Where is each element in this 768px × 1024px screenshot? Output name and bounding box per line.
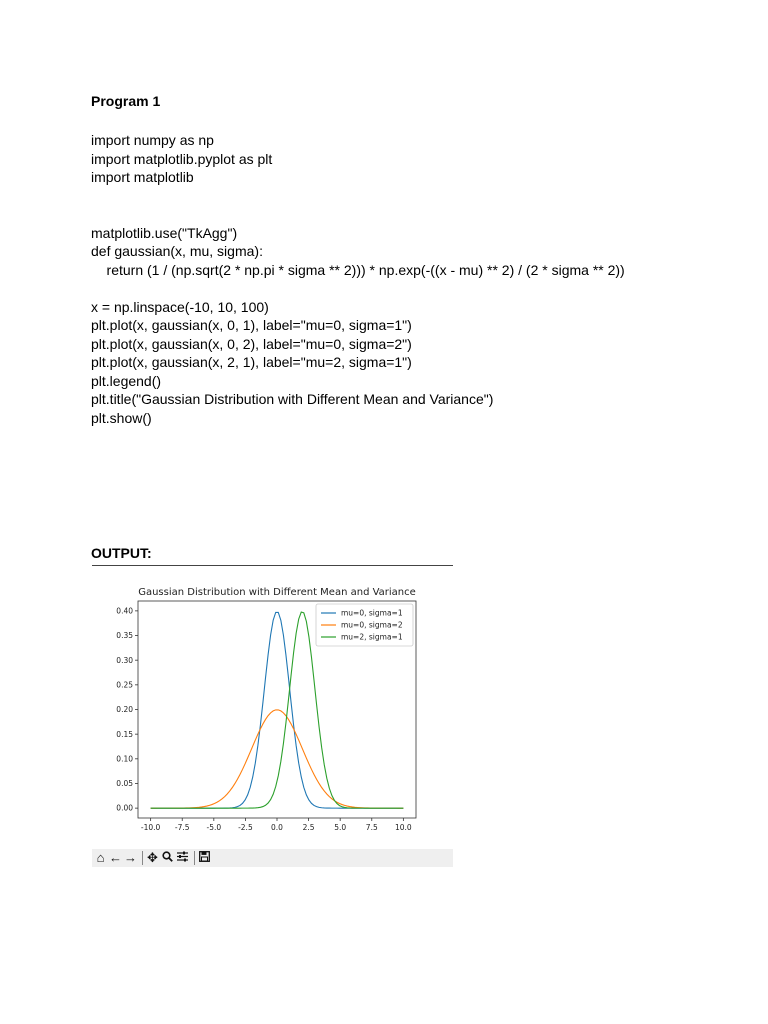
forward-arrow-icon[interactable]: → xyxy=(124,850,137,865)
x-tick-label: 7.5 xyxy=(365,823,378,832)
code-line: import numpy as np xyxy=(91,132,214,148)
code-line: import matplotlib.pyplot as plt xyxy=(91,150,273,167)
code-line: plt.show() xyxy=(91,409,152,426)
y-tick-label: 0.35 xyxy=(116,631,133,641)
x-tick-label: -5.0 xyxy=(206,823,222,832)
y-tick-label: 0.10 xyxy=(116,754,133,764)
y-tick-label: 0.30 xyxy=(116,655,133,665)
zoom-icon[interactable] xyxy=(161,849,174,867)
code-line: plt.plot(x, gaussian(x, 2, 1), label="mu=2, sigma=1") xyxy=(91,354,412,370)
code-line: def gaussian(x, mu, sigma): xyxy=(91,243,263,259)
x-tick-label: 5.0 xyxy=(334,823,347,832)
legend-label: mu=0, sigma=2 xyxy=(341,620,403,630)
y-tick-label: 0.05 xyxy=(116,779,133,789)
legend-label: mu=0, sigma=1 xyxy=(341,608,403,618)
code-line: x = np.linspace(-10, 10, 100) xyxy=(91,298,269,315)
code-line: plt.legend() xyxy=(91,372,162,389)
y-tick-label: 0.25 xyxy=(116,680,133,690)
x-tick-label: -7.5 xyxy=(174,823,190,832)
code-line: plt.plot(x, gaussian(x, 0, 1), label="mu=0, sigma=1") xyxy=(91,317,412,333)
x-tick-label: -2.5 xyxy=(238,823,253,832)
home-icon[interactable]: ⌂ xyxy=(96,850,105,865)
code-line: return (1 / (np.sqrt(2 * np.pi * sigma ** 2))) * np.exp(-((x - mu) ** 2) / (2 * sigma ** 2)) xyxy=(91,261,625,278)
y-tick-label: 0.15 xyxy=(116,729,133,739)
gaussian-chart xyxy=(92,566,453,849)
x-tick-label: -10.0 xyxy=(140,823,161,832)
save-icon[interactable] xyxy=(198,849,211,867)
code-line: plt.plot(x, gaussian(x, 0, 2), label="mu=0, sigma=2") xyxy=(91,335,412,352)
configure-subplots-icon[interactable] xyxy=(176,849,189,867)
toolbar-separator xyxy=(194,851,195,865)
pan-icon[interactable]: ✥ xyxy=(147,850,158,865)
legend-label: mu=2, sigma=1 xyxy=(341,632,403,642)
output-heading: OUTPUT: xyxy=(91,545,152,561)
toolbar-separator xyxy=(142,851,143,865)
code-line: matplotlib.use("TkAgg") xyxy=(91,224,238,241)
code-line: plt.title("Gaussian Distribution with Different Mean and Variance") xyxy=(91,391,494,407)
x-tick-label: 2.5 xyxy=(302,823,315,832)
program-heading: Program 1 xyxy=(91,93,161,109)
chart-title: Gaussian Distribution with Different Mean and Variance xyxy=(138,587,416,598)
back-arrow-icon[interactable]: ← xyxy=(109,850,122,865)
x-tick-label: 10.0 xyxy=(395,823,412,832)
y-tick-label: 0.00 xyxy=(116,803,133,813)
y-tick-label: 0.40 xyxy=(116,606,133,616)
y-tick-label: 0.20 xyxy=(116,705,133,715)
code-line: import matplotlib xyxy=(91,169,194,185)
plot-toolbar xyxy=(92,849,453,867)
series-line-2 xyxy=(151,710,404,808)
x-tick-label: 0.0 xyxy=(271,823,283,832)
